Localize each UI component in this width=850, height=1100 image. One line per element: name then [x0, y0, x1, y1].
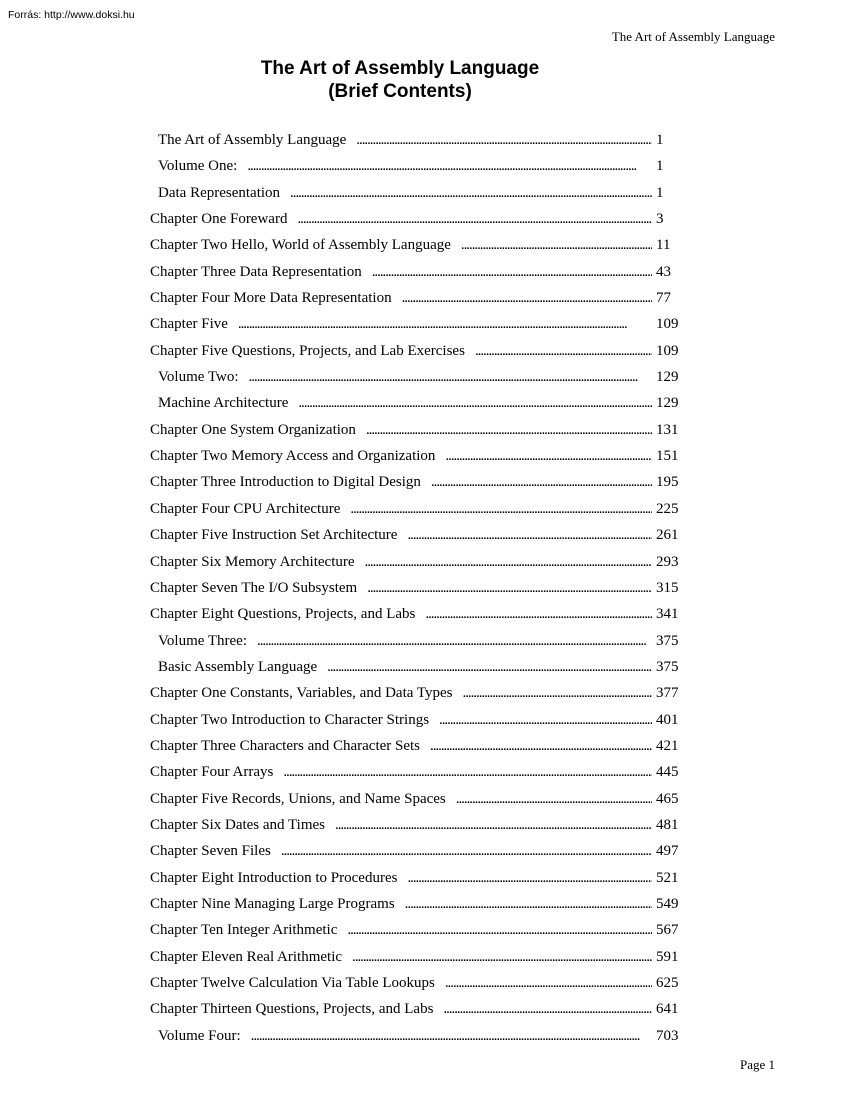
toc-entry-page: 421: [656, 737, 679, 754]
toc-leader-dots: [425, 601, 652, 627]
toc-entry-title: Chapter One Foreward: [150, 211, 288, 228]
toc-entry[interactable]: [150, 654, 680, 680]
toc-entry[interactable]: [150, 759, 680, 785]
title-line-2: (Brief Contents): [328, 81, 472, 102]
page-number: Page 1: [739, 1057, 775, 1072]
toc-entry-title: Chapter Seven Files: [150, 843, 271, 860]
toc-entry[interactable]: [150, 338, 680, 364]
toc-entry-title: Chapter Thirteen Questions, Projects, and Labs: [150, 1001, 434, 1018]
toc-entry-title: Volume Two:: [158, 369, 239, 386]
toc-entry-title: Chapter Five: [150, 316, 228, 333]
toc-entry-page: 377: [656, 685, 679, 702]
toc-entry-page: 129: [656, 395, 679, 412]
toc-leader-dots: [463, 680, 653, 706]
toc-entry[interactable]: [150, 996, 680, 1022]
page-title: [0, 57, 800, 103]
toc-entry[interactable]: [150, 601, 680, 627]
toc-leader-dots: [327, 654, 652, 680]
toc-leader-dots: [298, 390, 652, 416]
toc-entry-page: 151: [656, 448, 679, 465]
toc-entry-page: 11: [656, 237, 671, 254]
toc-entry[interactable]: [150, 549, 680, 575]
toc-entry-page: 375: [656, 658, 679, 675]
toc-entry[interactable]: [150, 285, 680, 311]
toc-entry-title: Chapter Two Introduction to Character Strings: [150, 711, 430, 728]
toc-leader-dots: [350, 496, 652, 522]
toc-entry-title: Chapter Six Memory Architecture: [150, 553, 355, 570]
toc-entry[interactable]: [150, 575, 680, 601]
toc-entry-title: Chapter Seven The I/O Subsystem: [150, 579, 358, 596]
toc-leader-dots: [456, 786, 652, 812]
toc-entry[interactable]: [150, 364, 680, 390]
toc-leader-dots: [352, 944, 652, 970]
toc-entry[interactable]: [150, 786, 680, 812]
toc-entry[interactable]: [150, 865, 680, 891]
toc-leader-dots: [249, 364, 653, 390]
toc-entry-page: 521: [656, 869, 679, 886]
toc-leader-dots: [366, 417, 652, 443]
toc-entry[interactable]: [150, 206, 680, 232]
toc-entry-title: Chapter Two Memory Access and Organization: [150, 448, 436, 465]
toc-entry-title: Chapter Five Records, Unions, and Name Spaces: [150, 790, 446, 807]
toc-entry-page: 77: [656, 290, 671, 307]
toc-entry-page: 1: [656, 184, 664, 201]
toc-entry-title: Chapter Nine Managing Large Programs: [150, 895, 395, 912]
toc-entry-page: 567: [656, 922, 679, 939]
toc-entry-title: Chapter Eight Questions, Projects, and Labs: [150, 606, 416, 623]
toc-entry-page: 3: [656, 211, 664, 228]
toc-entry[interactable]: [150, 970, 680, 996]
toc-leader-dots: [347, 917, 652, 943]
toc-entry[interactable]: [150, 153, 680, 179]
source-note: Forrás: http://www.doksi.hu: [8, 9, 135, 21]
toc-entry-page: 375: [656, 632, 679, 649]
toc-entry-title: Chapter Six Dates and Times: [150, 816, 325, 833]
toc-leader-dots: [257, 628, 652, 654]
toc-leader-dots: [247, 153, 652, 179]
toc-leader-dots: [238, 311, 652, 337]
title-line-1: The Art of Assembly Language: [260, 58, 540, 79]
toc-leader-dots: [365, 549, 652, 575]
toc-entry-page: 195: [656, 474, 679, 491]
toc-leader-dots: [402, 285, 652, 311]
toc-entry[interactable]: [150, 522, 680, 548]
toc-entry-page: 703: [656, 1027, 679, 1044]
toc-leader-dots: [335, 812, 652, 838]
toc-leader-dots: [445, 443, 652, 469]
toc-entry-page: 315: [656, 579, 679, 596]
toc-entry-page: 481: [656, 816, 679, 833]
toc-entry[interactable]: [150, 944, 680, 970]
toc-entry[interactable]: [150, 390, 680, 416]
toc-entry[interactable]: [150, 917, 680, 943]
toc-leader-dots: [445, 970, 652, 996]
toc-entry-title: Chapter Three Data Representation: [150, 263, 362, 280]
toc-entry-title: Basic Assembly Language: [158, 658, 318, 675]
toc-entry-title: Chapter Three Introduction to Digital Design: [150, 474, 421, 491]
toc-entry-title: Machine Architecture: [158, 395, 289, 412]
running-head: The Art of Assembly Language: [611, 29, 775, 44]
toc-entry[interactable]: [150, 812, 680, 838]
toc-leader-dots: [283, 759, 652, 785]
toc-entry[interactable]: [150, 417, 680, 443]
toc-entry-page: 1: [656, 132, 664, 148]
toc-entry-title: The Art of Assembly Language: [158, 132, 347, 148]
toc-entry-page: 465: [656, 790, 679, 807]
toc-entry-title: Volume Three:: [158, 632, 248, 649]
toc-leader-dots: [431, 469, 652, 495]
toc-entry-page: 641: [656, 1001, 679, 1018]
toc-entry-title: Chapter Five Questions, Projects, and Lab Exercises: [150, 342, 465, 359]
toc-entry-page: 293: [656, 553, 679, 570]
toc-entry[interactable]: [150, 469, 680, 495]
toc-entry-title: Chapter Four More Data Representation: [150, 290, 392, 307]
toc-leader-dots: [290, 180, 652, 206]
toc-leader-dots: [356, 127, 652, 153]
toc-entry[interactable]: [150, 733, 680, 759]
toc-entry-page: 131: [656, 421, 679, 438]
toc-entry-title: Chapter Four Arrays: [150, 764, 274, 781]
toc-leader-dots: [461, 232, 652, 258]
toc-entry-page: 445: [656, 764, 679, 781]
toc-entry[interactable]: [150, 838, 680, 864]
toc-entry-title: Chapter Eight Introduction to Procedures: [150, 869, 398, 886]
toc-entry-title: Chapter Eleven Real Arithmetic: [150, 948, 343, 965]
toc-entry-title: Chapter Five Instruction Set Architecture: [150, 527, 398, 544]
toc-leader-dots: [372, 259, 652, 285]
toc-leader-dots: [281, 838, 652, 864]
toc-leader-dots: [251, 1023, 652, 1049]
toc-entry-page: 261: [656, 527, 679, 544]
toc-entry[interactable]: [150, 232, 680, 258]
toc-entry[interactable]: [150, 628, 680, 654]
toc-leader-dots: [439, 707, 652, 733]
toc-entry-page: 129: [656, 369, 679, 386]
toc-leader-dots: [407, 522, 652, 548]
toc-entry-title: Volume One:: [158, 158, 238, 175]
toc-entry-page: 625: [656, 975, 679, 991]
toc-entry[interactable]: [150, 180, 680, 206]
toc-entry-title: Chapter One Constants, Variables, and Data Types: [150, 685, 453, 702]
toc-entry-page: 43: [656, 263, 671, 280]
toc-entry[interactable]: [150, 443, 680, 469]
toc-entry-title: Chapter One System Organization: [150, 421, 356, 438]
table-of-contents: [150, 127, 680, 1049]
toc-entry-title: Chapter Three Characters and Character Sets: [150, 737, 421, 754]
toc-entry-page: 1: [656, 158, 664, 175]
toc-leader-dots: [443, 996, 652, 1022]
toc-entry-page: 401: [656, 711, 679, 728]
toc-entry-title: Chapter Ten Integer Arithmetic: [150, 922, 338, 939]
toc-entry[interactable]: [150, 707, 680, 733]
toc-leader-dots: [405, 891, 652, 917]
toc-entry-title: Chapter Two Hello, World of Assembly Language: [150, 237, 451, 254]
toc-entry-page: 109: [656, 316, 679, 333]
toc-leader-dots: [475, 338, 652, 364]
toc-entry[interactable]: [150, 1023, 680, 1049]
toc-entry-page: 549: [656, 895, 679, 912]
toc-entry-page: 591: [656, 948, 679, 965]
toc-entry-title: Chapter Four CPU Architecture: [150, 500, 341, 517]
toc-entry[interactable]: [150, 891, 680, 917]
toc-entry[interactable]: [150, 259, 680, 285]
toc-entry[interactable]: [150, 311, 680, 337]
toc-entry-title: Volume Four:: [158, 1027, 241, 1044]
toc-entry-page: 497: [656, 843, 679, 860]
toc-entry-page: 225: [656, 500, 679, 517]
toc-entry[interactable]: [150, 127, 680, 153]
toc-leader-dots: [430, 733, 652, 759]
toc-leader-dots: [367, 575, 652, 601]
toc-leader-dots: [407, 865, 652, 891]
toc-entry-page: 341: [656, 606, 679, 623]
toc-entry[interactable]: [150, 680, 680, 706]
toc-entry[interactable]: [150, 496, 680, 522]
toc-entry-title: Chapter Twelve Calculation Via Table Lookups: [150, 975, 435, 991]
toc-leader-dots: [297, 206, 652, 232]
toc-entry-page: 109: [656, 342, 679, 359]
toc-entry-title: Data Representation: [158, 184, 281, 201]
